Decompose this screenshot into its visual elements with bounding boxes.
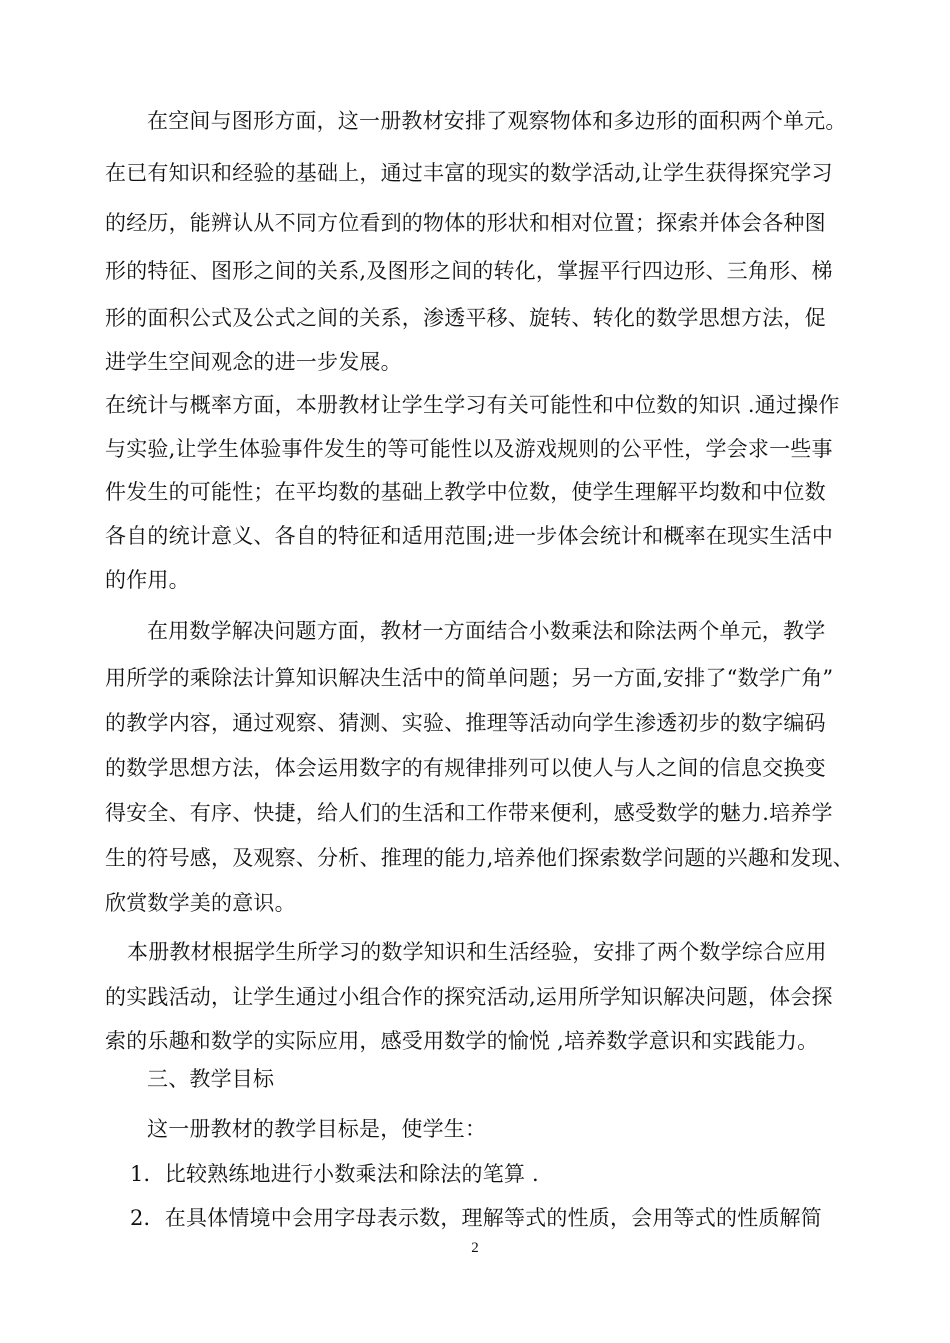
section-heading: 三、教学目标	[147, 1067, 275, 1091]
paragraph-problem-solving-line-1: 在用数学解决问题方面，教材一方面结合小数乘法和除法两个单元，教学	[147, 619, 826, 643]
page-number: 2	[471, 1240, 479, 1256]
paragraph-space-geometry-line-2: 在已有知识和经验的基础上，通过丰富的现实的数学活动,让学生获得探究学习	[105, 161, 833, 185]
paragraph-practice-line-1: 本册教材根据学生所学习的数学知识和生活经验，安排了两个数学综合应用	[127, 940, 827, 964]
objective-item-1: 1．比较熟练地进行小数乘法和除法的笔算 .	[130, 1162, 539, 1186]
paragraph-statistics-line-5: 的作用。	[105, 568, 190, 592]
objective-item-2: 2．在具体情境中会用字母表示数，理解等式的性质，会用等式的性质解简	[130, 1206, 822, 1230]
paragraph-space-geometry-line-4: 形的特征、图形之间的关系,及图形之间的转化，掌握平行四边形、三角形、梯	[105, 259, 833, 283]
paragraph-problem-solving-line-6: 生的符号感，及观察、分析、推理的能力,培养他们探索数学问题的兴趣和发现、	[105, 846, 854, 870]
paragraph-space-geometry-line-6: 进学生空间观念的进一步发展。	[105, 350, 402, 374]
paragraph-space-geometry-line-3: 的经历，能辨认从不同方位看到的物体的形状和相对位置；探索并体会各种图	[105, 211, 826, 235]
objectives-intro: 这一册教材的教学目标是，使学生：	[147, 1117, 487, 1141]
paragraph-practice-line-2: 的实践活动，让学生通过小组合作的探究活动,运用所学知识解决问题，体会探	[105, 985, 833, 1009]
paragraph-problem-solving-line-2: 用所学的乘除法计算知识解决生活中的简单问题；另一方面,安排了“数学广角”	[105, 666, 834, 690]
paragraph-space-geometry-line-5: 形的面积公式及公式之间的关系，渗透平移、旋转、转化的数学思想方法，促	[105, 306, 826, 330]
paragraph-practice-line-3: 索的乐趣和数学的实际应用，感受用数学的愉悦 ,培养数学意识和实践能力。	[105, 1029, 819, 1053]
paragraph-problem-solving-line-4: 的数学思想方法，体会运用数字的有规律排列可以使人与人之间的信息交换变	[105, 756, 826, 780]
paragraph-statistics-line-4: 各自的统计意义、各自的特征和适用范围;进一步体会统计和概率在现实生活中	[105, 524, 834, 548]
paragraph-problem-solving-line-5: 得安全、有序、快捷，给人们的生活和工作带来便利，感受数学的魅力.培养学	[105, 801, 833, 825]
paragraph-space-geometry-line-1: 在空间与图形方面，这一册教材安排了观察物体和多边形的面积两个单元。	[147, 109, 847, 133]
paragraph-statistics-line-3: 件发生的可能性；在平均数的基础上教学中位数，使学生理解平均数和中位数	[105, 480, 826, 504]
paragraph-problem-solving-line-3: 的教学内容，通过观察、猜测、实验、推理等活动向学生渗透初步的数字编码	[105, 711, 826, 735]
paragraph-statistics-line-2: 与实验,让学生体验事件发生的等可能性以及游戏规则的公平性，学会求一些事	[105, 437, 833, 461]
paragraph-problem-solving-line-7: 欣赏数学美的意识。	[105, 891, 296, 915]
paragraph-statistics-line-1: 在统计与概率方面，本册教材让学生学习有关可能性和中位数的知识 .通过操作	[105, 393, 840, 417]
